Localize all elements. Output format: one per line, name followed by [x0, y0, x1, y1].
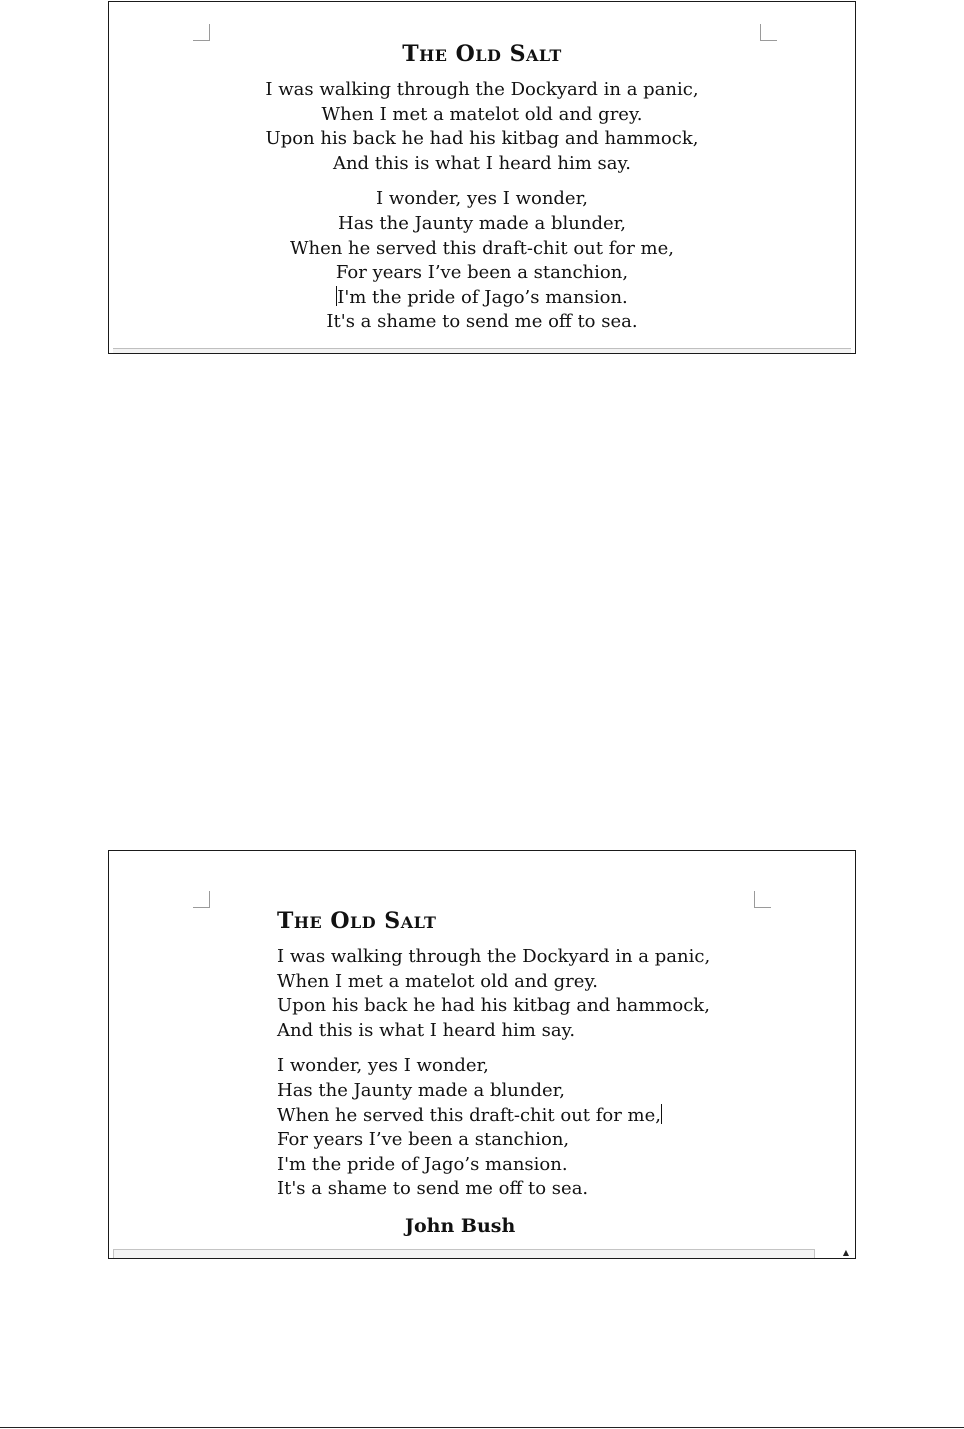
- document-window-centered: [108, 1, 856, 354]
- poem-line-with-caret: [109, 286, 855, 311]
- margin-corner-top-right: [754, 891, 771, 908]
- margin-corner-top-left: [193, 891, 210, 908]
- document-body[interactable]: [109, 40, 855, 335]
- poem-line: I was walking through the Dockyard in a panic,: [265, 79, 699, 100]
- horizontal-scrollbar[interactable]: [113, 1249, 815, 1258]
- stanza-2: [277, 1054, 855, 1202]
- title-small-caps: THE OLD SALT: [277, 908, 437, 934]
- poem-line: For years I’ve been a stanchion,: [335, 262, 629, 284]
- stanza-1: [277, 945, 855, 1043]
- poem-line: Has the Jaunty made a blunder,: [338, 212, 626, 234]
- horizontal-scrollbar[interactable]: [113, 348, 851, 353]
- poem-line: And this is what I heard him say.: [332, 152, 632, 174]
- margin-corner-top-left: [193, 24, 210, 41]
- poem-line: I wonder, yes I wonder,: [277, 1055, 489, 1077]
- poem-line-text: I'm the pride of Jago’s mansion.: [337, 286, 628, 308]
- poem-line: I wonder, yes I wonder,: [376, 188, 588, 210]
- poem-line: And this is what I heard him say.: [277, 1019, 576, 1041]
- page-bottom-rule: [0, 1427, 964, 1428]
- text-caret: [661, 1104, 662, 1124]
- stanza-1: [109, 78, 855, 176]
- poem-title: [109, 40, 855, 70]
- stanza-2: [109, 187, 855, 335]
- poem-line: It's a shame to send me off to sea.: [326, 311, 638, 333]
- poem-line: When I met a matelot old and grey.: [321, 103, 643, 125]
- poem-line: It's a shame to send me off to sea.: [277, 1178, 589, 1200]
- margin-corner-top-right: [760, 24, 777, 41]
- poem-line: I was walking through the Dockyard in a panic,: [277, 946, 711, 967]
- poem-author: John Bush: [405, 1215, 516, 1237]
- poem-line: When he served this draft-chit out for me,: [289, 237, 674, 259]
- poem-line: For years I’ve been a stanchion,: [277, 1129, 570, 1151]
- poem-line: When I met a matelot old and grey.: [277, 970, 598, 992]
- poem-line-text: When he served this draft-chit out for me,: [277, 1104, 662, 1126]
- scroll-arrow-icon[interactable]: ▲: [842, 1248, 850, 1257]
- poem-line-with-caret: [277, 1104, 855, 1129]
- document-body[interactable]: [277, 907, 855, 1202]
- poem-line: Upon his back he had his kitbag and hammock,: [265, 128, 699, 150]
- poem-line: I'm the pride of Jago’s mansion.: [277, 1153, 568, 1175]
- poem-line: Upon his back he had his kitbag and hammock,: [277, 995, 710, 1017]
- poem-line: Has the Jaunty made a blunder,: [277, 1079, 565, 1101]
- title-small-caps: THE OLD SALT: [402, 41, 562, 67]
- poem-title: [277, 907, 855, 937]
- document-window-left: [108, 850, 856, 1259]
